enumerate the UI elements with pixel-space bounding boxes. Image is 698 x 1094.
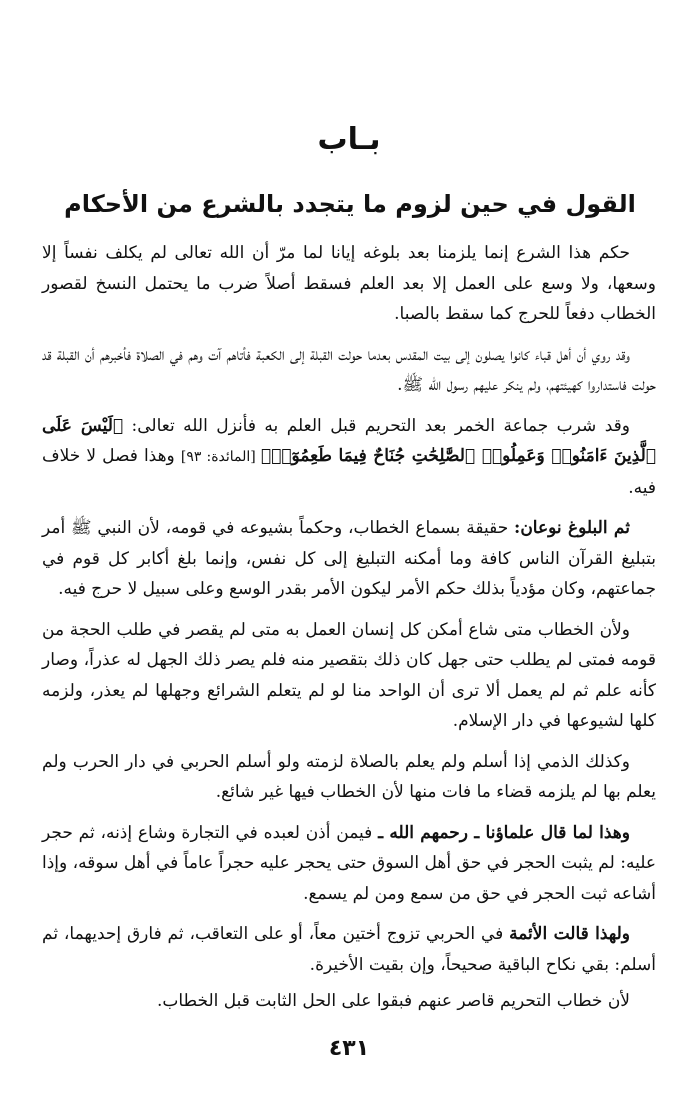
paragraph-5: ولأن الخطاب متى شاع أمكن كل إنسان العمل به متى لم يقصر في طلب الحجة من قومه فمتى لم يطلب حتى جهل كان ذلك بتقصير منه فلم يصر ذلك الجهل له عذراً، وصار كأنه علم ثم لم يعمل ألا ترى أن الواحد منا لو لم يتعلم الشرائع وجهلها لم يعذر، ولزمه كلها لشيوعها في دار الإسلام. bbox=[42, 619, 656, 731]
section-title: القول في حين لزوم ما يتجدد بالشرع من الأحكام bbox=[64, 190, 636, 218]
paragraph-2: وقد روي أن أهل قباء كانوا يصلون إلى بيت المقدس بعدما حولت القبلة إلى الكعبة فأتاهم آت وهم في الصلاة فأخبرهم أن القبلة قد حولت فاستداروا كهيئتهم، ولم ينكر عليهم رسول الله ﷺ. bbox=[42, 344, 656, 395]
paragraph-7 bbox=[42, 818, 656, 910]
quran-verse: ﴿لَيْسَ عَلَى ٱلَّذِينَ ءَامَنُوا۟ وَعَمِلُوا۟ ٱلصَّٰلِحَٰتِ جُنَاحٌ فِيمَا طَعِمُوٓا۟﴾ bbox=[42, 415, 656, 466]
paragraph-6: وكذلك الذمي إذا أسلم ولم يعلم بالصلاة لزمته ولو أسلم الحربي في دار الحرب ولم يعلم بها لم يلزمه قضاء ما فات منها لأن الخطاب فيها غير شائع. bbox=[42, 751, 656, 802]
paragraph-1: حكم هذا الشرع إنما يلزمنا بعد بلوغه إيانا لما مرّ أن الله تعالى لم يكلف نفساً إلا وسعها، ولا وسع على العمل إلا بعد العلم فسقط أصلاً ضرب ما يحتمل النسخ لقصور الخطاب دفعاً للحرج كما سقط بالصبا. bbox=[42, 243, 656, 324]
paragraph-9: لأن خطاب التحريم قاصر عنهم فبقوا على الحل الثابت قبل الخطاب. bbox=[156, 991, 630, 1011]
paragraph-7-rest: فيمن أذن لعبده في التجارة وشاع إذنه، ثم حجر عليه: لم يثبت الحجر في حق أهل السوق حتى يحجر عليه حجراً عاماً في أهل سوقه، وإذا أشاعه ثبت الحجر في حق من سمع ومن لم يسمع. bbox=[42, 822, 656, 904]
paragraph-4-lead: ثم البلوغ نوعان: bbox=[514, 518, 630, 538]
paragraph-3 bbox=[42, 411, 656, 504]
body-text bbox=[42, 238, 656, 1023]
paragraph-3-intro: وقد شرب جماعة الخمر بعد التحريم قبل العلم به فأنزل الله تعالى: bbox=[123, 415, 630, 436]
chapter-heading: بـاب bbox=[317, 122, 381, 157]
paragraph-8-lead: ولهذا قالت الأئمة bbox=[509, 924, 631, 944]
paragraph-7-lead: وهذا لما قال علماؤنا ـ رحمهم الله ـ bbox=[378, 822, 630, 843]
paragraph-4 bbox=[42, 513, 656, 605]
paragraph-8-rest: في الحربي تزوج أختين معاً، أو على التعاقب، ثم فارق إحديهما، ثم أسلم: بقي نكاح الباقية صحيحاً، وإن بقيت الأخيرة. bbox=[42, 924, 656, 975]
paragraph-8 bbox=[42, 919, 656, 980]
verse-reference: [المائدة: ٩٣] bbox=[180, 449, 261, 465]
paragraph-4-rest: حقيقة بسماع الخطاب، وحكماً بشيوعه في قومه، لأن النبي ﷺ أمر بتبليغ القرآن الناس كافة وما أمكنه التبليغ إلى كل نفس، وإنما بلغ أكابر كل قوم في جماعتهم، وكان مؤدياً بذلك حكم الأمر ليكون الأمر بقدر الوسع وعلى سبيل لا حرج فيه. bbox=[42, 518, 656, 599]
page-number: ٤٣١ bbox=[328, 1036, 370, 1061]
paragraph-3-end: وهذا فصل لا خلاف فيه. bbox=[42, 446, 656, 498]
